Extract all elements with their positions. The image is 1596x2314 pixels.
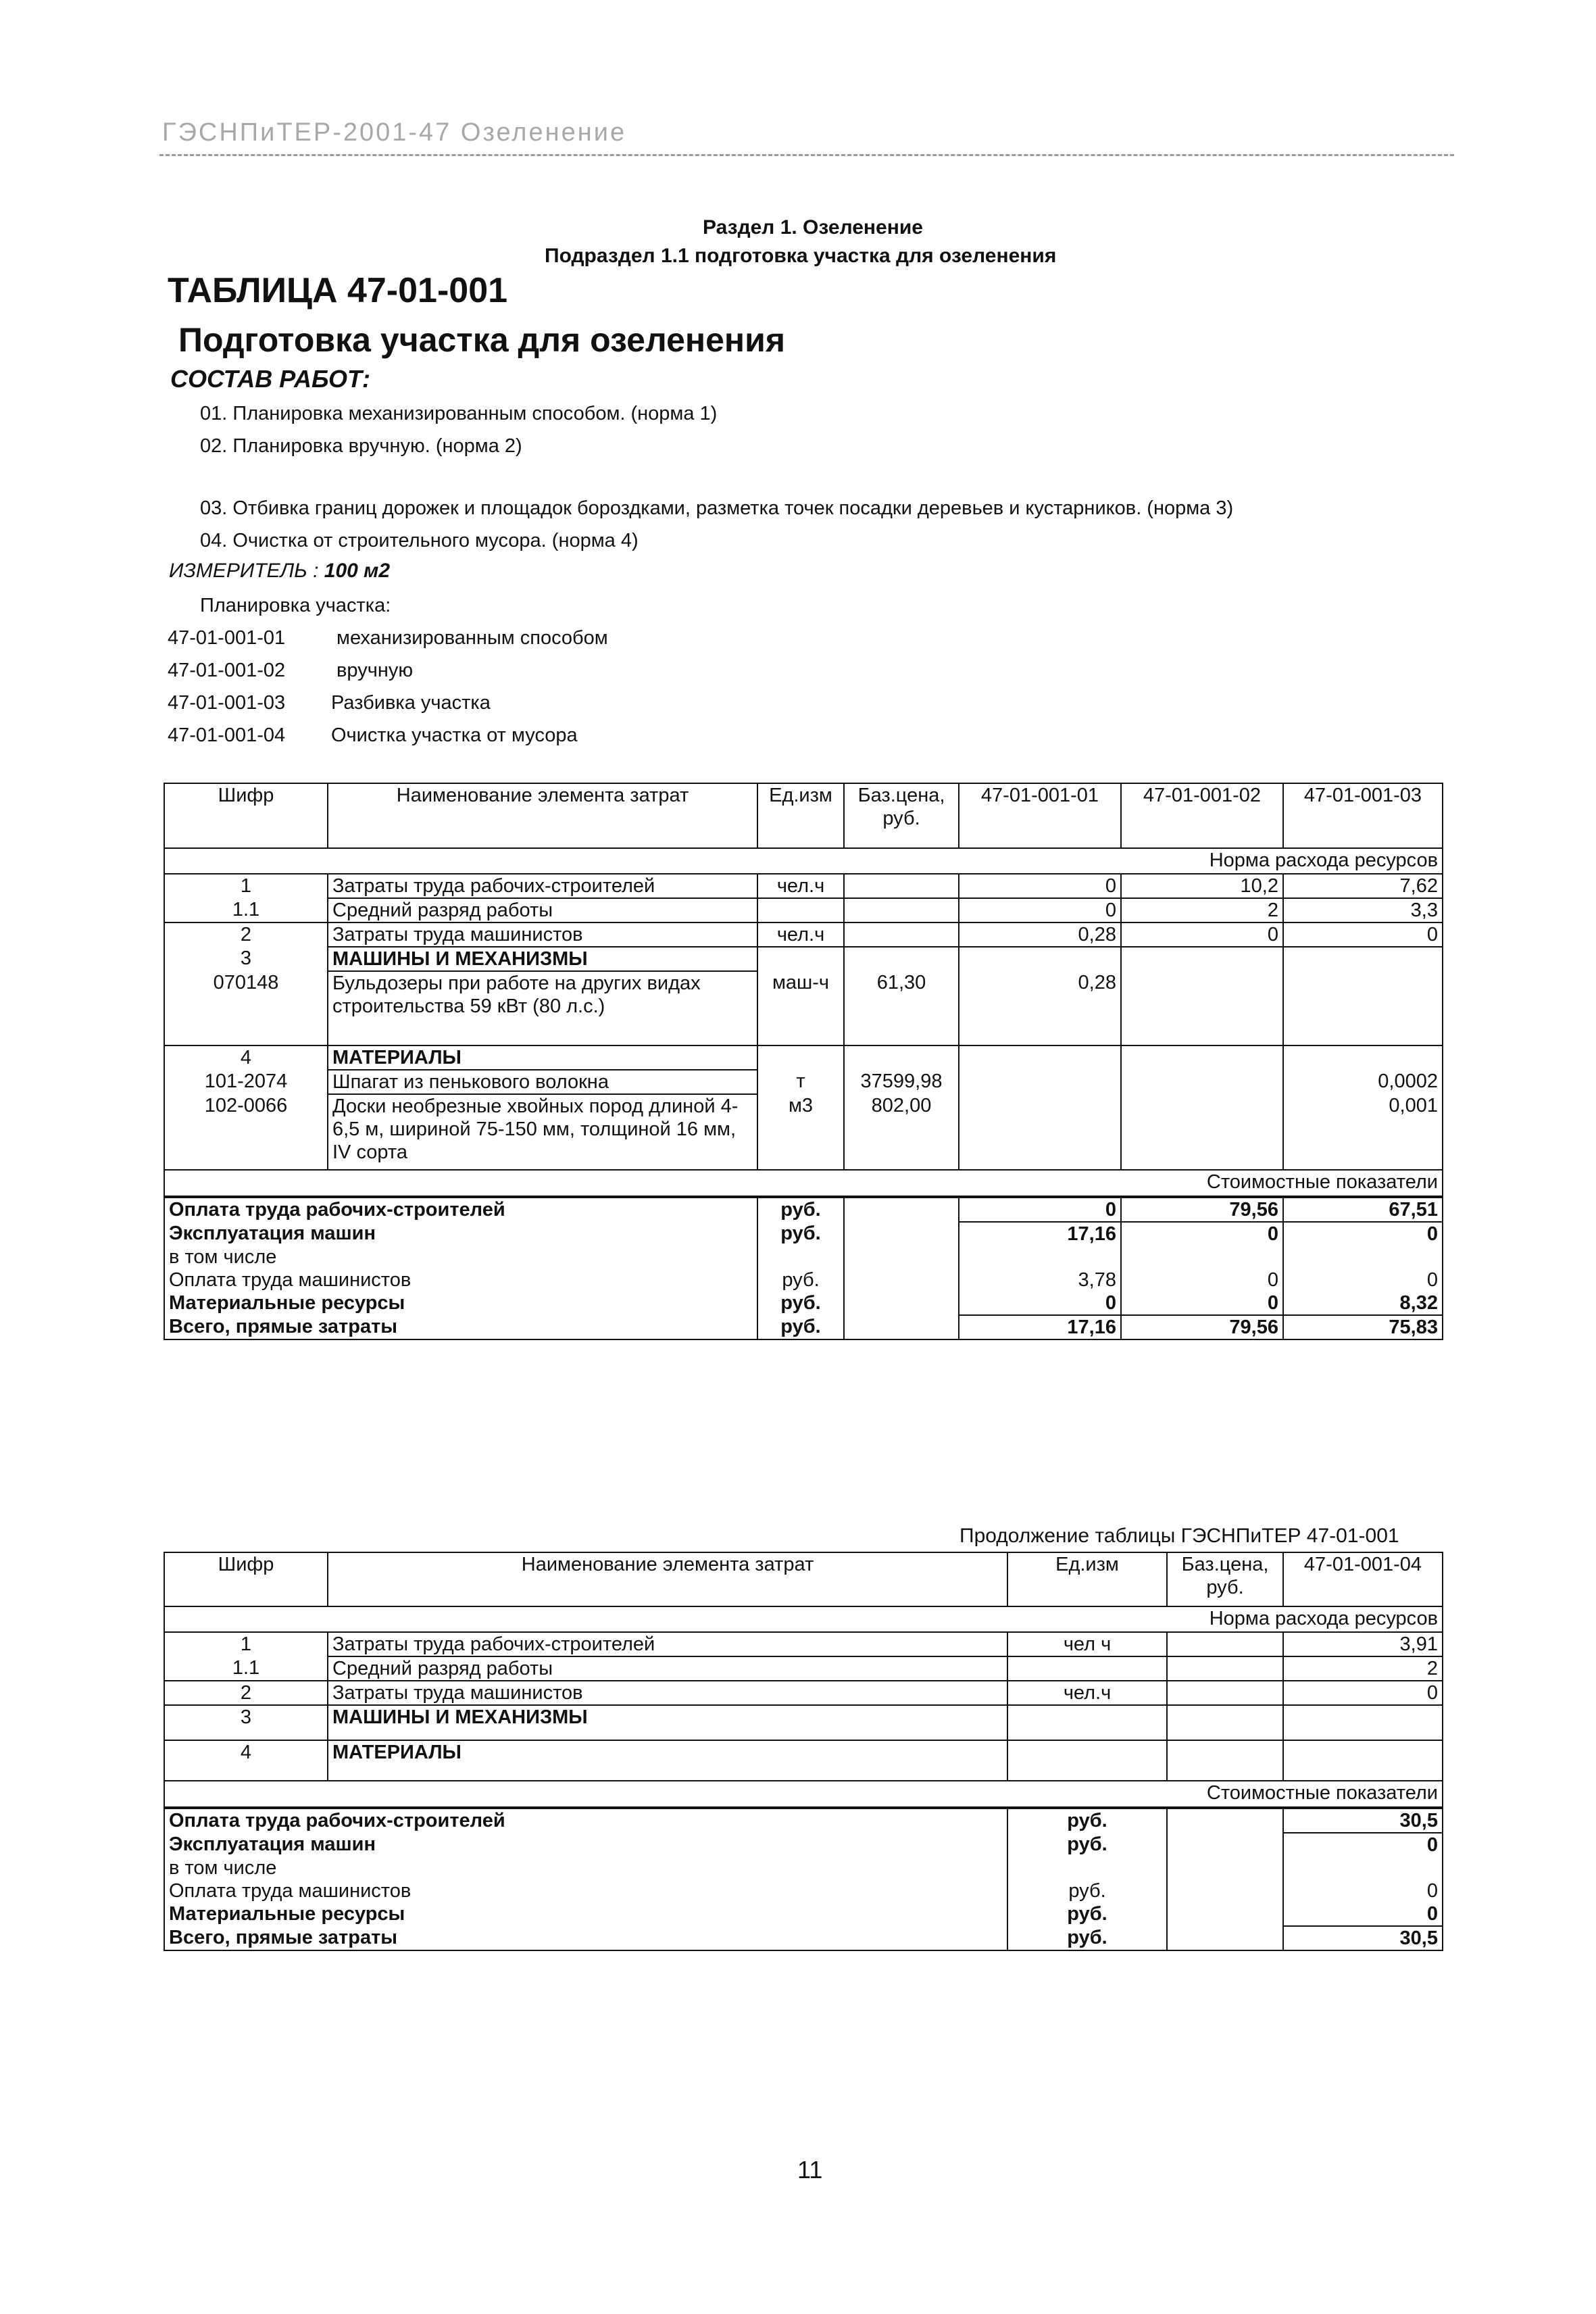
code: 47-01-001-02: [168, 660, 286, 681]
header-cell: 47-01-001-02: [1121, 783, 1283, 848]
continuation-label: Продолжение таблицы ГЭСНПиТЕР 47-01-001: [959, 1525, 1399, 1547]
table-row: 1 Затраты труда рабочих-строителей чел.ч 0 10,2 7,62: [164, 874, 1443, 898]
cost-row: Всего, прямые затраты руб. 30,5: [164, 1926, 1443, 1950]
table-row: 2 Затраты труда машинистов чел.ч 0: [164, 1681, 1443, 1705]
header-cell: Наименование элемента затрат: [328, 783, 757, 848]
table-row: 101-2074 Шпагат из пенькового волокна т 37599,98 0,0002: [164, 1070, 1443, 1094]
code-desc: Очистка участка от мусора: [331, 724, 578, 746]
code: 47-01-001-01: [168, 627, 286, 649]
code-desc: Разбивка участка: [331, 692, 491, 714]
header-cell: Баз.цена, руб.: [1167, 1552, 1283, 1606]
measure-line: [169, 560, 390, 583]
measure-label: ИЗМЕРИТЕЛЬ :: [169, 560, 319, 582]
table-row: 1.1 Средний разряд работы 0 2 3,3: [164, 898, 1443, 922]
header-divider: [159, 154, 1454, 156]
cost-label: Стоимостные показатели: [164, 1781, 1443, 1808]
subsection-title: Подраздел 1.1 подготовка участка для озеленения: [545, 245, 1057, 267]
work-item: 04. Очистка от строительного мусора. (норма 4): [200, 530, 639, 551]
header-cell: Шифр: [164, 783, 328, 848]
code-desc: механизированным способом: [336, 627, 608, 649]
cost-row: Оплата труда рабочих-строителей руб. 30,5: [164, 1808, 1443, 1833]
planning-label: Планировка участка:: [200, 595, 391, 616]
page-title: Подготовка участка для озеленения: [178, 321, 785, 359]
header-cell: Шифр: [164, 1552, 328, 1606]
cost-label: Стоимостные показатели: [164, 1170, 1443, 1197]
norm-label: Норма расхода ресурсов: [164, 1606, 1443, 1632]
table-row: 1 Затраты труда рабочих-строителей чел ч 3,91: [164, 1632, 1443, 1656]
cost-row: Всего, прямые затраты руб. 17,16 79,56 75,83: [164, 1315, 1443, 1339]
cost-row: Оплата труда машинистов руб. 0: [164, 1879, 1443, 1902]
norm-label: Норма расхода ресурсов: [164, 848, 1443, 874]
running-header: ГЭСНПиТЕР-2001-47 Озеленение: [162, 118, 627, 147]
cost-row: Материальные ресурсы руб. 0 0 8,32: [164, 1291, 1443, 1315]
header-cell: Баз.цена, руб.: [844, 783, 959, 848]
table-id: ТАБЛИЦА 47-01-001: [168, 271, 508, 310]
cost-row: Эксплуатация машин руб. 17,16 0 0: [164, 1222, 1443, 1246]
sostav-label: СОСТАВ РАБОТ:: [170, 365, 370, 393]
page-number: 11: [797, 2156, 823, 2184]
cost-row: Оплата труда машинистов руб. 3,78 0 0: [164, 1269, 1443, 1291]
work-item: 01. Планировка механизированным способом. (норма 1): [200, 403, 718, 424]
code: 47-01-001-04: [168, 724, 286, 746]
table-row: 4 МАТЕРИАЛЫ: [164, 1740, 1443, 1781]
header-cell: Наименование элемента затрат: [328, 1552, 1007, 1606]
table-row: 4 МАТЕРИАЛЫ: [164, 1045, 1443, 1070]
table-row: 1.1 Средний разряд работы 2: [164, 1656, 1443, 1681]
cost-row: Эксплуатация машин руб. 0: [164, 1833, 1443, 1856]
code-desc: вручную: [336, 660, 414, 681]
header-cell: 47-01-001-03: [1283, 783, 1443, 848]
header-cell: 47-01-001-01: [959, 783, 1121, 848]
header-cell: Ед.изм: [1007, 1552, 1167, 1606]
resource-table-2: [164, 1552, 1443, 1951]
table-row: 3 МАШИНЫ И МЕХАНИЗМЫ: [164, 1705, 1443, 1740]
table-row: 2 Затраты труда машинистов чел.ч 0,28 0 0: [164, 922, 1443, 947]
table-row: 3 МАШИНЫ И МЕХАНИЗМЫ: [164, 947, 1443, 971]
table-row: 102-0066 Доски необрезные хвойных пород длиной 4-6,5 м, шириной 75-150 мм, толщиной 16 мм, IV сорта м3 802,00 0,001: [164, 1094, 1443, 1170]
table-header-row: [164, 1552, 1443, 1606]
work-item: 02. Планировка вручную. (норма 2): [200, 435, 522, 457]
resource-table-1: [164, 783, 1443, 1340]
cost-row: в том числе: [164, 1856, 1443, 1879]
header-cell: Ед.изм: [757, 783, 844, 848]
section-title: Раздел 1. Озеленение: [703, 216, 923, 239]
measure-value: 100 м2: [324, 560, 391, 582]
table-header-row: [164, 783, 1443, 848]
table-row: 070148 Бульдозеры при работе на других видах строительства 59 кВт (80 л.с.) маш-ч 61,30 0,28: [164, 971, 1443, 1045]
cost-row: Оплата труда рабочих-строителей руб. 0 79,56 67,51: [164, 1197, 1443, 1222]
cost-row: в том числе: [164, 1246, 1443, 1269]
work-item: 03. Отбивка границ дорожек и площадок бороздками, разметка точек посадки деревьев и кустарников. (норма 3): [200, 497, 1234, 519]
cost-row: Материальные ресурсы руб. 0: [164, 1902, 1443, 1926]
header-cell: 47-01-001-04: [1283, 1552, 1443, 1606]
code: 47-01-001-03: [168, 692, 286, 714]
